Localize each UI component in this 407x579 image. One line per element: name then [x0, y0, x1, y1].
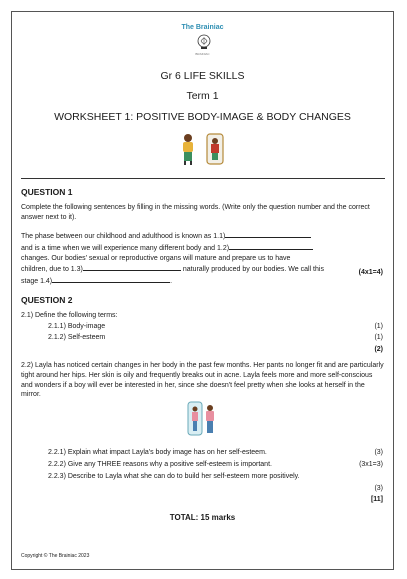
passage-line-5b: . [170, 278, 173, 286]
grade-title: Gr 6 LIFE SKILLS [160, 70, 245, 82]
answer-blank-1-2 [229, 242, 313, 250]
question-2-1-2: 2.1.2) Self-esteem [48, 334, 106, 341]
passage-line-4a: children, due to 1.3) [21, 266, 83, 274]
question-2-2-total: [11] [370, 496, 383, 503]
answer-blank-1-4 [52, 275, 173, 286]
answer-blank-1-3 [83, 263, 181, 271]
question-2-2-scenario: 2.2) Layla has noticed certain changes in her body in the past few months. Her pants no longer fit and are particularly tight around her hips. Her skin is oily and frequently breaks out in acne. Layla feels more and more self-conscious and wonders if a boy will ever be interested in her, since she doesn't feel pretty when she looks at herself in the mirror. [21, 362, 384, 399]
question-2-2-2: 2.2.2) Give any THREE reasons why a positive self-esteem is important. [48, 461, 272, 468]
question-1-title: QUESTION 1 [21, 187, 73, 197]
girl-mirror-illustration [178, 132, 228, 166]
question-2-2-1: 2.2.1) Explain what impact Layla's body image has on her self-esteem. [48, 449, 267, 456]
brand-name: The Brainiac [181, 24, 224, 31]
question-2-title: QUESTION 2 [21, 295, 73, 305]
worksheet-title: WORKSHEET 1: POSITIVE BODY-IMAGE & BODY CHANGES [54, 111, 351, 123]
question-2-1-1: 2.1.1) Body-image [48, 323, 106, 330]
total-marks: TOTAL: 15 marks [169, 513, 236, 522]
question-1-marks: (4x1=4) [358, 269, 383, 276]
passage-line-4b: naturally produced by our bodies. We call this [182, 266, 324, 274]
question-2-1-1-marks: (1) [374, 323, 383, 330]
passage-line-3: changes. Our bodies' sexual or reproductive organs will mature and prepare us to have [21, 254, 291, 262]
term-title: Term 1 [186, 90, 219, 102]
question-2-2-3: 2.2.3) Describe to Layla what she can do to build her self-esteem more positively. [48, 473, 300, 480]
question-1-instruction: Complete the following sentences by filling in the missing words. (Write only the question number and the correct answer next to it). [21, 204, 370, 221]
passage-line-5a: stage 1.4) [21, 278, 53, 286]
passage-line-2: and is a time when we will experience many different body and 1.2) [21, 244, 230, 252]
logo-caption: BRAINIAC [195, 52, 210, 56]
question-2-1-total: (2) [374, 346, 383, 353]
question-2-2-3-marks: (3) [374, 485, 383, 492]
section-divider [21, 178, 385, 179]
answer-blank-1-1 [225, 230, 311, 238]
girl-with-mirror-illustration [187, 401, 219, 437]
question-2-2-1-marks: (3) [374, 449, 383, 456]
question-1-passage [21, 230, 385, 287]
worksheet-page [11, 11, 394, 570]
passage-line-1: The phase between our childhood and adulthood is known as 1.1) [21, 233, 226, 240]
question-2-1-2-marks: (1) [374, 334, 383, 341]
question-2-1-intro: 2.1) Define the following terms: [21, 312, 118, 319]
question-2-2-2-marks: (3x1=3) [359, 461, 383, 468]
brainiac-logo [196, 34, 212, 50]
copyright-notice: Copyright © The Brainiac 2023 [21, 553, 90, 559]
